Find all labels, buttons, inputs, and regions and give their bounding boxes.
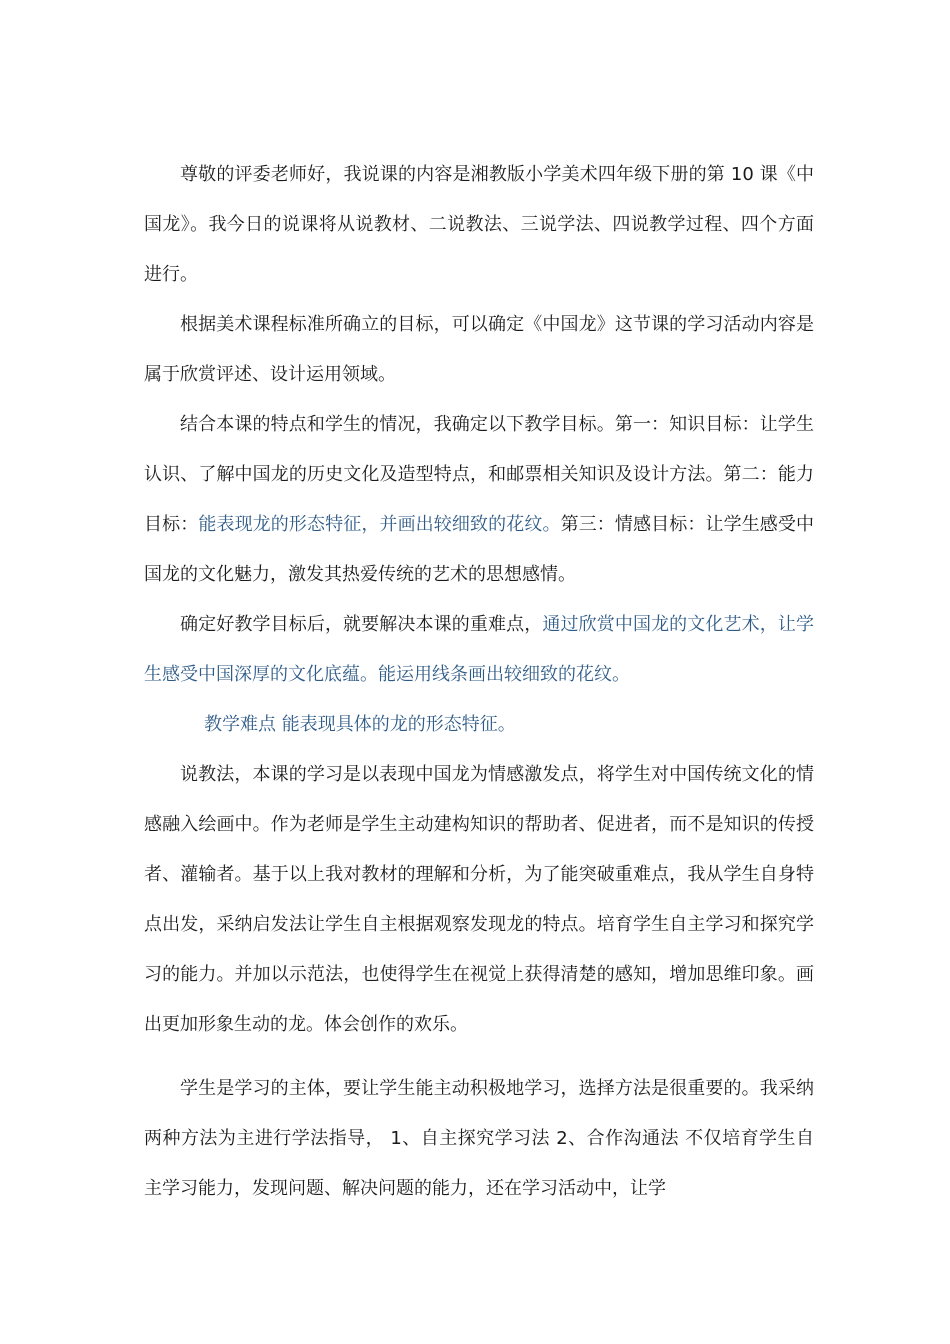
paragraph-gap — [144, 1050, 814, 1064]
learning-method-text: 学生是学习的主体，要让学生能主动积极地学习，选择方法是很重要的。我采纳两种方法为主进行学法指导， 1、自主探究学习法 2、合作沟通法 不仅培育学生自主学习能力，发现问题、解决问题的能力，还在学习活动中，让学 — [144, 1078, 814, 1199]
objectives-text-2: 第三：情感目标：让学生感受中国龙的文化魅力，激发其热爱传统的艺术的思想感情。 — [144, 514, 815, 585]
teaching-method-text: 说教法，本课的学习是以表现中国龙为情感激发点，将学生对中国传统文化的情感融入绘画中。作为老师是学生主动建构知识的帮助者、促进者，而不是知识的传授者、灌输者。基于以上我对教材的理解和分析，为了能突破重难点，我从学生自身特点出发，采纳启发法让学生自主根据观察发现龙的特点。培育学生自主学习和探究学习的能力。并加以示范法，也使得学生在视觉上获得清楚的感知，增加思维印象。画出更加形象生动的龙。体会创作的欢乐。 — [144, 764, 814, 1035]
objectives-highlight: 能表现龙的形态特征，并画出较细致的花纹。 — [198, 514, 561, 535]
paragraph-learning-method — [144, 1064, 814, 1214]
paragraph-teaching-method — [144, 750, 814, 1050]
document-body — [144, 150, 814, 1214]
key-points-text: 确定好教学目标后，就要解决本课的重难点， — [180, 614, 543, 635]
difficulty-text: 教学难点 能表现具体的龙的形态特征。 — [204, 714, 516, 735]
paragraph-difficulty — [144, 700, 814, 750]
objectives-text-1: 结合本课的特点和学生的情况，我确定以下教学目标。第一：知识目标：让学生认识、了解中国龙的历史文化及造型特点，和邮票相关知识及设计方法。第二：能力目标： — [144, 414, 814, 535]
curriculum-text: 根据美术课程标准所确立的目标，可以确定《中国龙》这节课的学习活动内容是属于欣赏评述、设计运用领域。 — [144, 314, 814, 385]
paragraph-intro — [144, 150, 814, 300]
intro-text: 尊敬的评委老师好，我说课的内容是湘教版小学美术四年级下册的第 10 课《中国龙》。我今日的说课将从说教材、二说教法、三说学法、四说教学过程、四个方面进行。 — [144, 164, 814, 285]
paragraph-curriculum — [144, 300, 814, 400]
paragraph-key-points — [144, 600, 814, 700]
key-points-highlight: 通过欣赏中国龙的文化艺术，让学生感受中国深厚的文化底蕴。能运用线条画出较细致的花纹。 — [144, 614, 815, 685]
paragraph-objectives — [144, 400, 814, 600]
